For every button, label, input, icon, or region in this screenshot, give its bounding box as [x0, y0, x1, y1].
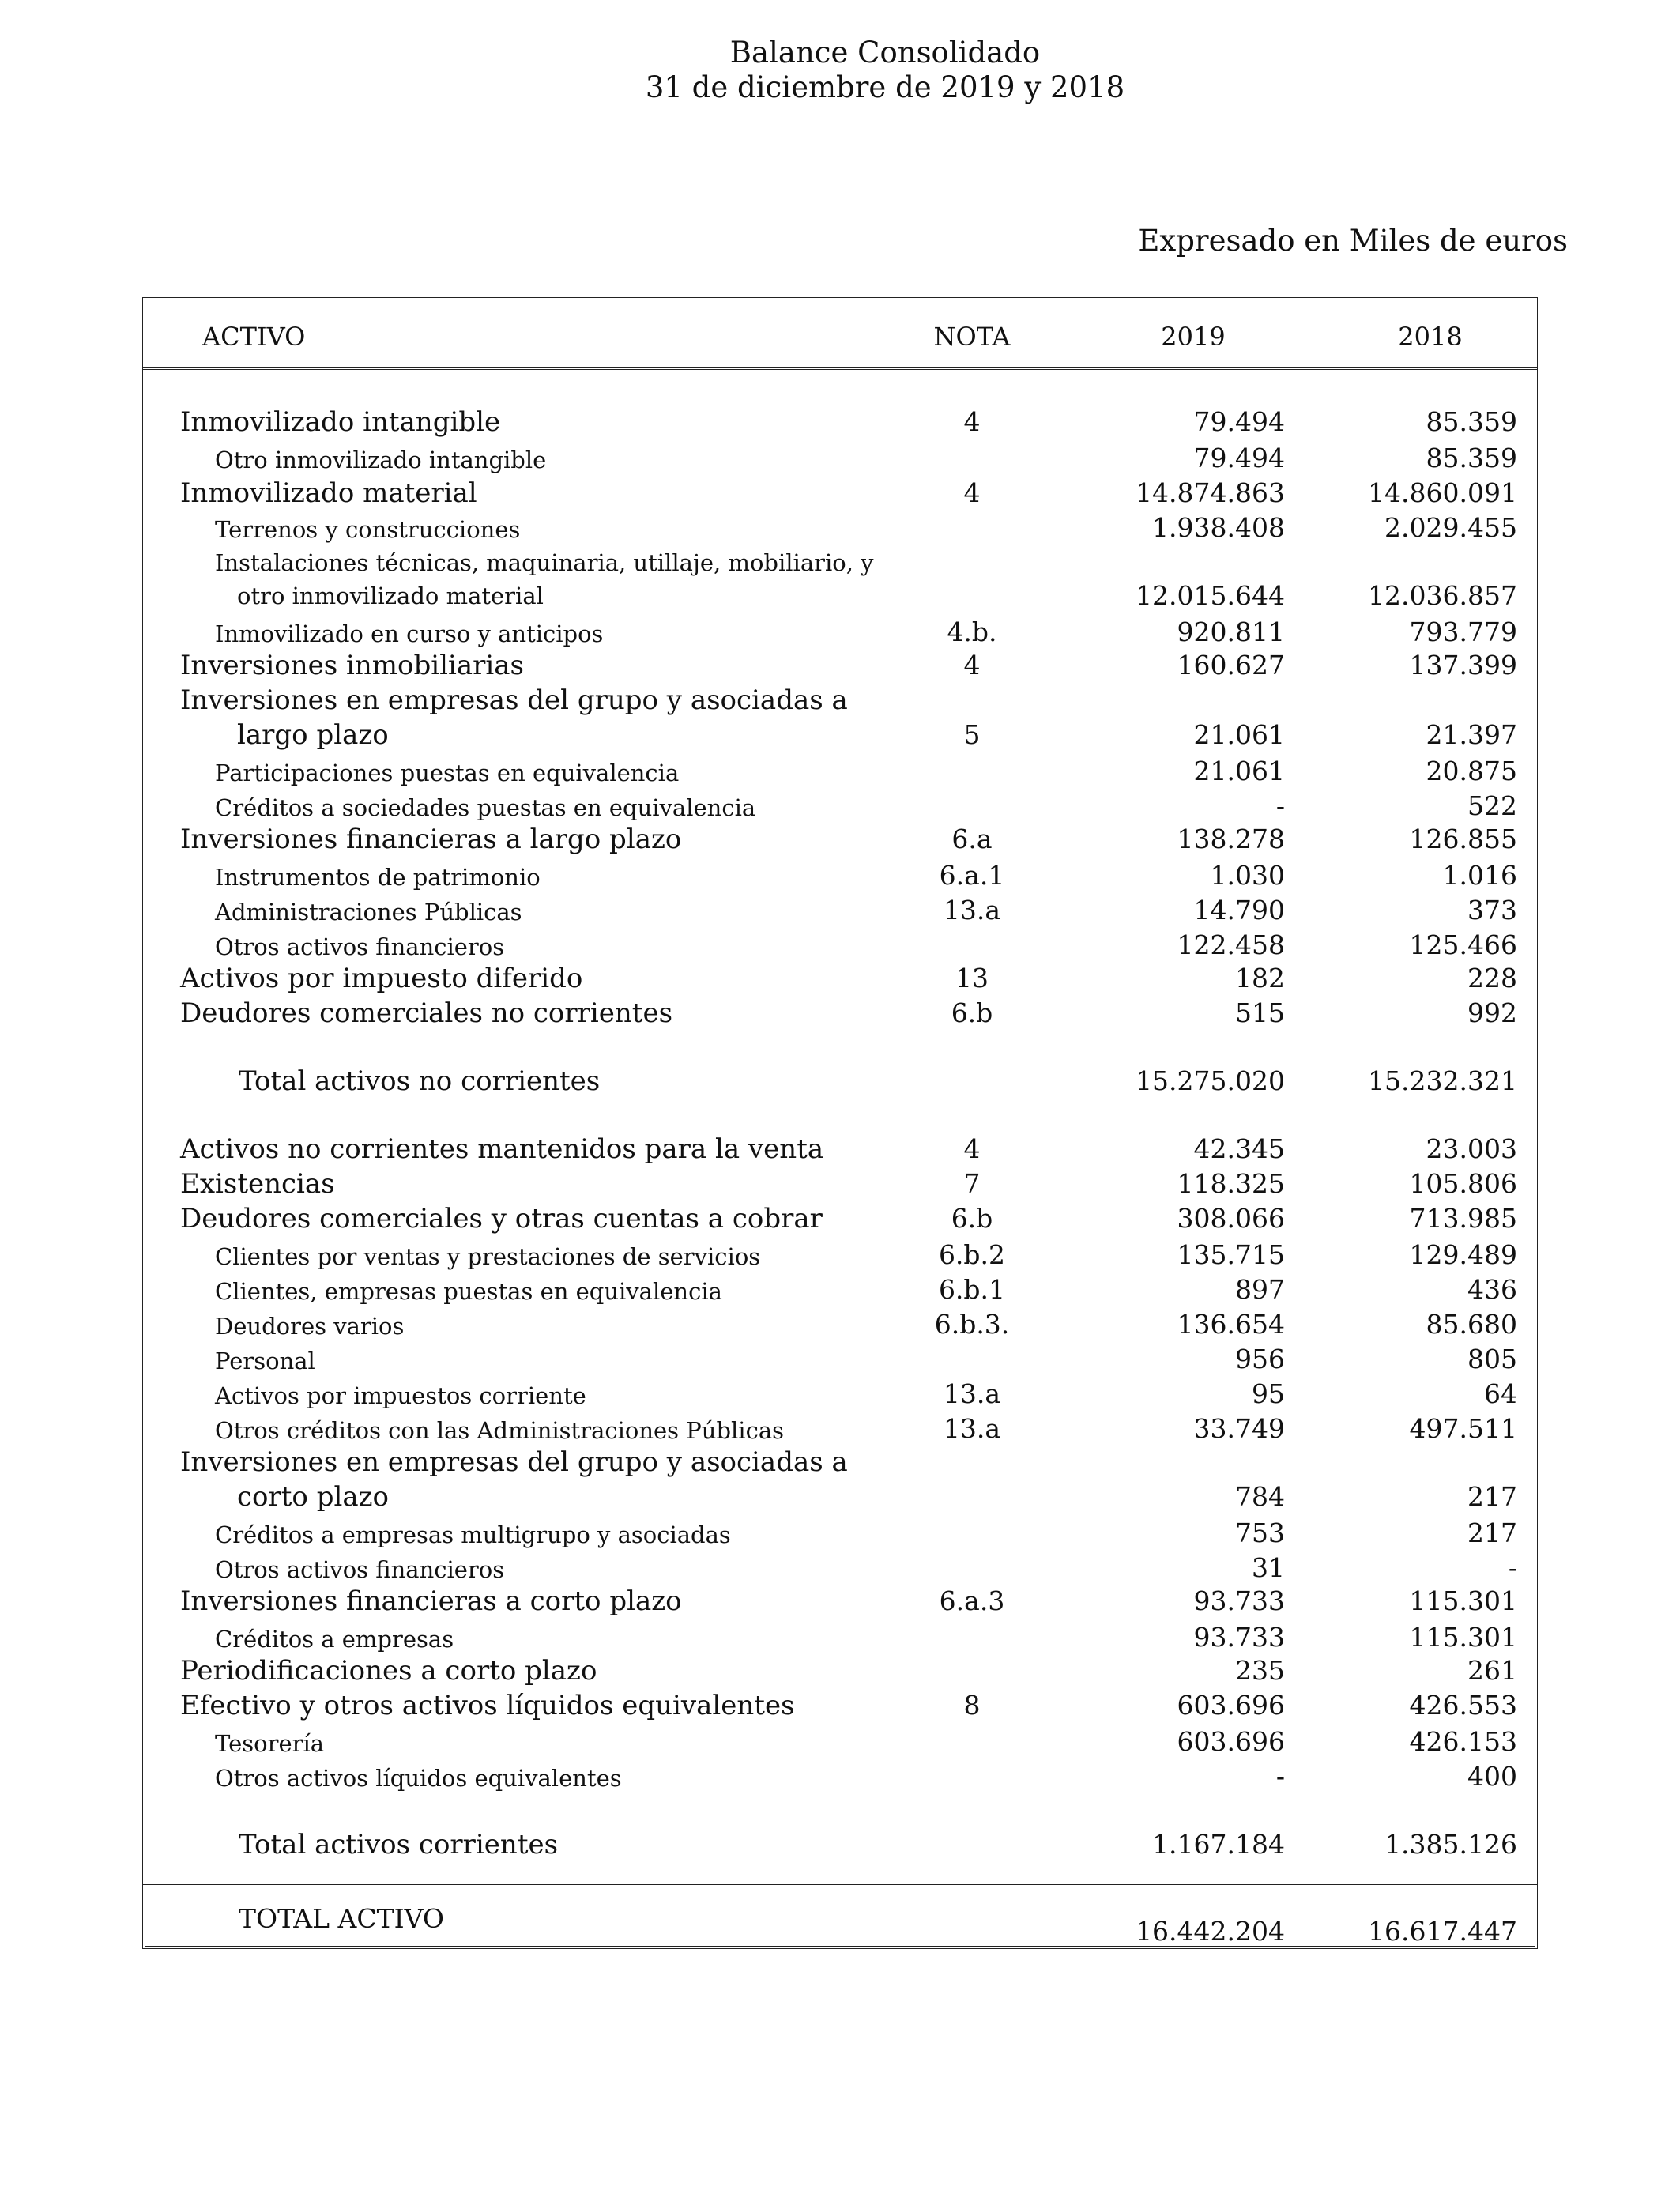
row-value-2018: 261 — [1467, 1655, 1517, 1686]
row-value-2019: 79.494 — [1193, 406, 1285, 437]
row-value-2018: 228 — [1467, 963, 1517, 993]
table-row — [0, 1167, 1680, 1201]
row-nota: 13.a — [943, 1413, 1001, 1444]
row-nota: 6.b — [951, 1203, 993, 1234]
row-label: largo plazo — [237, 719, 389, 751]
row-value-2019: 603.696 — [1177, 1726, 1285, 1757]
table-row — [0, 1725, 1680, 1759]
row-value-2019: 235 — [1235, 1655, 1285, 1686]
table-row — [0, 511, 1680, 545]
column-header-2018: 2018 — [1398, 322, 1463, 352]
row-label: Deudores varios — [215, 1313, 405, 1340]
row-value-2018: 115.301 — [1409, 1622, 1517, 1653]
column-header-2019: 2019 — [1161, 322, 1226, 352]
row-label: Créditos a sociedades puestas en equivalencia — [215, 794, 756, 821]
row-value-2018: 21.397 — [1426, 719, 1517, 750]
row-label: Créditos a empresas — [215, 1626, 454, 1653]
row-value-2019: 138.278 — [1177, 824, 1285, 854]
row-value-2019: 12.015.644 — [1136, 580, 1285, 611]
row-value-2018: 373 — [1467, 895, 1517, 925]
row-label: Instrumentos de patrimonio — [215, 864, 541, 891]
table-row — [0, 1827, 1680, 1862]
row-value-2019: 14.874.863 — [1136, 477, 1285, 508]
row-value-2018: 16.617.447 — [1368, 1916, 1517, 1947]
row-value-2019: - — [1275, 1761, 1285, 1792]
row-value-2018: 85.359 — [1426, 406, 1517, 437]
table-row — [0, 579, 1680, 613]
row-label: Otro inmovilizado intangible — [215, 447, 547, 473]
column-header-nota: NOTA — [933, 322, 1011, 352]
row-value-2019: 515 — [1235, 997, 1285, 1028]
row-value-2019: 42.345 — [1193, 1133, 1285, 1164]
row-nota: 6.b — [951, 997, 993, 1028]
row-nota: 4 — [963, 1133, 981, 1164]
row-value-2019: 79.494 — [1193, 443, 1285, 473]
row-value-2018: 713.985 — [1409, 1203, 1517, 1234]
row-value-2018: 129.489 — [1409, 1239, 1517, 1270]
row-value-2018: 64 — [1484, 1378, 1517, 1409]
row-nota: 13.a — [943, 1378, 1001, 1409]
table-row — [0, 1653, 1680, 1688]
table-row — [0, 893, 1680, 928]
table-row — [0, 545, 1680, 580]
row-label: Inversiones en empresas del grupo y asociadas a — [180, 684, 848, 716]
row-label: Periodificaciones a corto plazo — [180, 1655, 597, 1687]
row-nota: 4.b. — [947, 616, 997, 647]
row-value-2018: 1.016 — [1442, 860, 1517, 891]
row-nota: 13.a — [943, 895, 1001, 925]
row-value-2018: - — [1508, 1552, 1517, 1583]
row-label: Clientes por ventas y prestaciones de servicios — [215, 1243, 761, 1270]
row-value-2018: 426.553 — [1409, 1690, 1517, 1721]
row-label: Inmovilizado material — [180, 477, 477, 509]
row-value-2018: 20.875 — [1426, 756, 1517, 786]
table-row — [0, 648, 1680, 683]
row-value-2018: 12.036.857 — [1368, 580, 1517, 611]
row-value-2019: 21.061 — [1193, 756, 1285, 786]
row-value-2019: 118.325 — [1177, 1168, 1285, 1199]
row-label: Deudores comerciales no corrientes — [180, 997, 673, 1029]
row-label: Otros activos financieros — [215, 933, 505, 960]
row-value-2019: 21.061 — [1193, 719, 1285, 750]
table-row — [0, 1516, 1680, 1551]
row-label: Existencias — [180, 1168, 335, 1200]
table-row — [0, 1272, 1680, 1307]
row-value-2019: 136.654 — [1177, 1309, 1285, 1340]
table-row — [0, 1342, 1680, 1377]
row-value-2018: 217 — [1467, 1517, 1517, 1548]
table-row — [0, 858, 1680, 893]
table-row — [0, 1412, 1680, 1446]
row-label: Otros créditos con las Administraciones Públicas — [215, 1417, 784, 1444]
row-label: Personal — [215, 1348, 315, 1374]
row-value-2019: 784 — [1235, 1481, 1285, 1512]
row-label: Activos no corrientes mantenidos para la venta — [180, 1133, 824, 1165]
row-label: Inversiones financieras a corto plazo — [180, 1585, 682, 1617]
document-title: Balance Consolidado — [729, 36, 1041, 70]
row-value-2018: 105.806 — [1409, 1168, 1517, 1199]
table-row — [0, 1902, 1680, 1947]
row-value-2019: 920.811 — [1177, 616, 1285, 647]
row-nota: 4 — [963, 650, 981, 680]
row-value-2018: 497.511 — [1409, 1413, 1517, 1444]
row-value-2018: 115.301 — [1409, 1585, 1517, 1616]
row-value-2018: 14.860.091 — [1368, 477, 1517, 508]
row-label: Clientes, empresas puestas en equivalencia — [215, 1278, 722, 1305]
row-value-2019: 603.696 — [1177, 1690, 1285, 1721]
table-row — [0, 1620, 1680, 1655]
row-value-2019: 956 — [1235, 1344, 1285, 1374]
row-value-2019: 93.733 — [1193, 1585, 1285, 1616]
table-row — [0, 822, 1680, 857]
row-value-2018: 126.855 — [1409, 824, 1517, 854]
row-label: Terrenos y construcciones — [215, 516, 521, 543]
table-row — [0, 928, 1680, 963]
row-value-2018: 15.232.321 — [1368, 1065, 1517, 1096]
table-row — [0, 1238, 1680, 1272]
table-row — [0, 1584, 1680, 1619]
row-nota: 6.b.2 — [938, 1239, 1006, 1270]
row-value-2019: 182 — [1235, 963, 1285, 993]
row-value-2018: 805 — [1467, 1344, 1517, 1374]
row-label: Deudores comerciales y otras cuentas a cobrar — [180, 1203, 823, 1235]
row-label: Inversiones financieras a largo plazo — [180, 824, 682, 855]
table-row — [0, 1377, 1680, 1412]
row-label: Total activos no corrientes — [239, 1065, 601, 1097]
table-row — [0, 405, 1680, 439]
table-row — [0, 996, 1680, 1031]
row-value-2018: 426.153 — [1409, 1726, 1517, 1757]
row-value-2019: 135.715 — [1177, 1239, 1285, 1270]
row-nota: 13 — [955, 963, 989, 993]
row-value-2018: 436 — [1467, 1274, 1517, 1305]
row-value-2018: 23.003 — [1426, 1133, 1517, 1164]
row-label: corto plazo — [237, 1481, 389, 1513]
row-value-2018: 400 — [1467, 1761, 1517, 1792]
row-label: Efectivo y otros activos líquidos equivalentes — [180, 1690, 795, 1721]
row-value-2018: 85.680 — [1426, 1309, 1517, 1340]
row-value-2019: 308.066 — [1177, 1203, 1285, 1234]
row-nota: 6.a — [951, 824, 993, 854]
row-value-2019: 1.167.184 — [1152, 1829, 1285, 1860]
table-row — [0, 1064, 1680, 1099]
row-nota: 8 — [963, 1690, 981, 1721]
document-date: 31 de diciembre de 2019 y 2018 — [645, 70, 1125, 104]
row-nota: 6.a.1 — [939, 860, 1005, 891]
row-label: Inversiones inmobiliarias — [180, 650, 524, 681]
table-row — [0, 1759, 1680, 1794]
row-value-2018: 85.359 — [1426, 443, 1517, 473]
table-row — [0, 683, 1680, 718]
row-label: Total activos corrientes — [239, 1829, 559, 1860]
table-row — [0, 1551, 1680, 1585]
row-value-2019: 1.938.408 — [1152, 512, 1285, 543]
row-label: Activos por impuesto diferido — [180, 963, 583, 994]
row-value-2018: 793.779 — [1409, 616, 1517, 647]
row-value-2018: 522 — [1467, 790, 1517, 821]
row-label: Instalaciones técnicas, maquinaria, utillaje, mobiliario, y — [215, 549, 874, 576]
row-label: TOTAL ACTIVO — [239, 1903, 444, 1934]
table-row — [0, 1307, 1680, 1342]
row-value-2019: 14.790 — [1193, 895, 1285, 925]
table-row — [0, 441, 1680, 476]
row-value-2018: 125.466 — [1409, 929, 1517, 960]
row-label: Inmovilizado intangible — [180, 406, 501, 438]
table-row — [0, 1201, 1680, 1236]
row-value-2019: 753 — [1235, 1517, 1285, 1548]
row-value-2019: - — [1275, 790, 1285, 821]
table-row — [0, 615, 1680, 650]
row-value-2018: 137.399 — [1409, 650, 1517, 680]
row-nota: 6.b.3. — [934, 1309, 1010, 1340]
row-nota: 6.a.3 — [939, 1585, 1005, 1616]
row-label: otro inmovilizado material — [237, 582, 544, 609]
row-value-2019: 122.458 — [1177, 929, 1285, 960]
row-value-2019: 15.275.020 — [1136, 1065, 1285, 1096]
column-header-activo: ACTIVO — [202, 322, 306, 352]
row-value-2018: 992 — [1467, 997, 1517, 1028]
table-row — [0, 754, 1680, 789]
row-label: Participaciones puestas en equivalencia — [215, 760, 680, 786]
row-value-2019: 31 — [1252, 1552, 1285, 1583]
table-row — [0, 789, 1680, 824]
row-value-2019: 1.030 — [1210, 860, 1285, 891]
row-nota: 7 — [963, 1168, 981, 1199]
table-row — [0, 718, 1680, 752]
row-label: Activos por impuestos corriente — [215, 1382, 586, 1409]
row-label: Administraciones Públicas — [215, 899, 522, 925]
row-label: Otros activos financieros — [215, 1556, 505, 1583]
row-value-2019: 897 — [1235, 1274, 1285, 1305]
row-value-2019: 160.627 — [1177, 650, 1285, 680]
table-row — [0, 476, 1680, 511]
row-label: Otros activos líquidos equivalentes — [215, 1765, 622, 1792]
row-nota: 4 — [963, 406, 981, 437]
row-value-2019: 16.442.204 — [1136, 1916, 1285, 1947]
row-nota: 6.b.1 — [938, 1274, 1006, 1305]
row-nota: 5 — [963, 719, 981, 750]
table-row — [0, 1688, 1680, 1723]
row-nota: 4 — [963, 477, 981, 508]
table-row — [0, 961, 1680, 996]
row-label: Inmovilizado en curso y anticipos — [215, 620, 604, 647]
total-divider — [142, 1884, 1538, 1887]
table-row — [0, 1132, 1680, 1167]
row-value-2019: 95 — [1252, 1378, 1285, 1409]
units-note: Expresado en Miles de euros — [1138, 224, 1568, 258]
row-value-2018: 217 — [1467, 1481, 1517, 1512]
row-value-2019: 93.733 — [1193, 1622, 1285, 1653]
header-divider — [142, 367, 1538, 370]
table-row — [0, 1480, 1680, 1514]
row-label: Tesorería — [215, 1730, 325, 1757]
row-label: Inversiones en empresas del grupo y asociadas a — [180, 1446, 848, 1478]
row-label: Créditos a empresas multigrupo y asociadas — [215, 1521, 731, 1548]
row-value-2018: 2.029.455 — [1384, 512, 1517, 543]
row-value-2018: 1.385.126 — [1384, 1829, 1517, 1860]
table-row — [0, 1445, 1680, 1480]
row-value-2019: 33.749 — [1193, 1413, 1285, 1444]
